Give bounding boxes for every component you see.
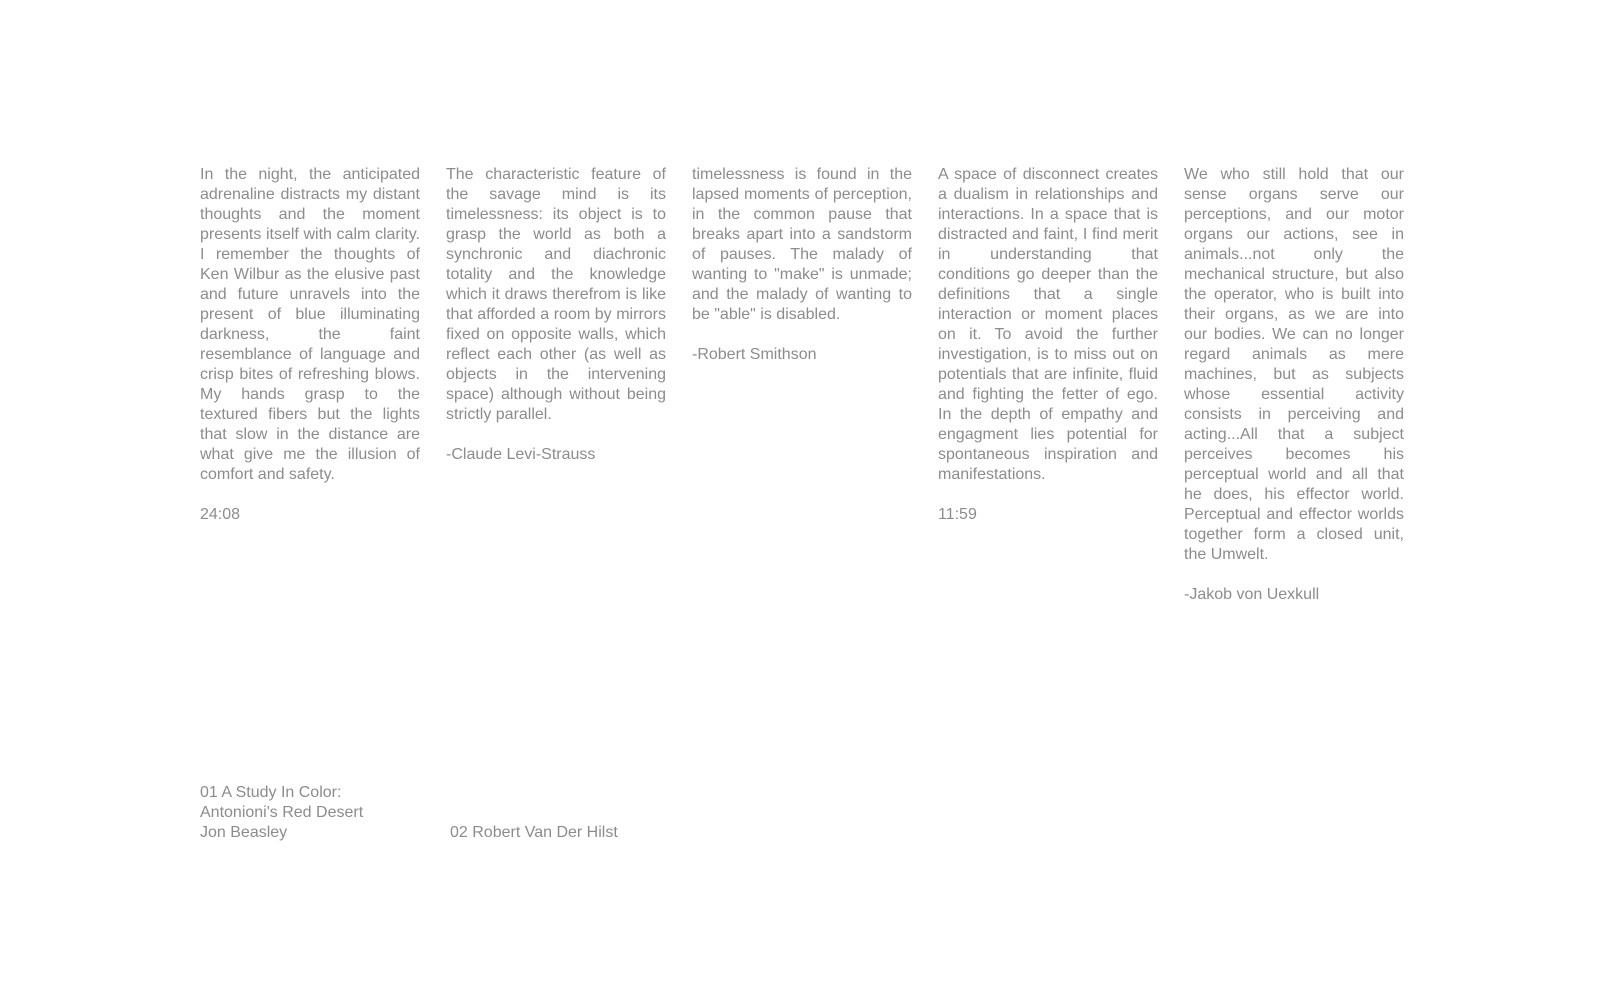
column-5-attribution: -Jakob von Uexkull <box>1184 586 1320 603</box>
column-4-text: A space of disconnect creates a dualism in relationships and interactions. In a space that is distracted and faint, I find merit in understanding that conditions go deeper than the definitions that a single interaction or moment places on it. To avoid the further investigation, is to miss out on potentials that are infinite, fluid and fighting the fetter of ego. In the depth of empathy and engagment lies potential for spontaneous inspiration and manifestations. <box>938 166 1158 483</box>
column-4 <box>938 165 1158 525</box>
column-3-attribution: -Robert Smithson <box>692 346 817 363</box>
column-4-timestamp: 11:59 <box>938 506 977 523</box>
footer-next-entry: 02 Robert Van Der Hilst <box>450 824 618 841</box>
footer-title-line-1: 01 A Study In Color: <box>200 784 342 801</box>
column-2-text: The characteristic feature of the savage mind is its timelessness: its object is to grasp the world as both a synchronic and diachronic totality and the knowledge which it draws therefrom is like that afforded a room by mirrors fixed on opposite walls, which reflect each other (as well as objects in the intervening space) although without being strictly parallel. <box>446 166 666 423</box>
column-1-text: In the night, the anticipated adrenaline distracts my distant thoughts and the moment presents itself with calm clarity. I remember the thoughts of Ken Wilbur as the elusive past and future unravels into the present of blue illuminating darkness, the faint resemblance of language and crisp bites of refreshing blows. My hands grasp to the textured fibers but the lights that slow in the distance are what give me the illusion of comfort and safety. <box>200 166 420 483</box>
column-1-timestamp: 24:08 <box>200 506 241 523</box>
footer-credits <box>200 783 900 843</box>
column-2 <box>446 165 666 465</box>
footer-credits-line <box>200 823 900 843</box>
footer-title-line-2: Antonioni's Red Desert <box>200 804 364 821</box>
column-3 <box>692 165 912 365</box>
column-1 <box>200 165 420 525</box>
column-2-attribution: -Claude Levi-Strauss <box>446 446 596 463</box>
footer-author: Jon Beasley <box>200 824 288 841</box>
column-5-text: We who still hold that our sense organs serve our perceptions, and our motor organs our actions, see in animals...not only the mechanical structure, but also the operator, who is built into their organs, as we are into our bodies. We can no longer regard animals as mere machines, but as subjects whose essential activity consists in perceiving and acting...All that a subject perceives becomes his perceptual world and all that he does, his effector world. Perceptual and effector worlds together form a closed unit, the Umwelt. <box>1184 166 1404 563</box>
column-5 <box>1184 165 1404 605</box>
column-3-text: timelessness is found in the lapsed moments of perception, in the common pause that breaks apart into a sandstorm of pauses. The malady of wanting to "make" is unmade; and the malady of wanting to be "able" is disabled. <box>692 166 912 323</box>
